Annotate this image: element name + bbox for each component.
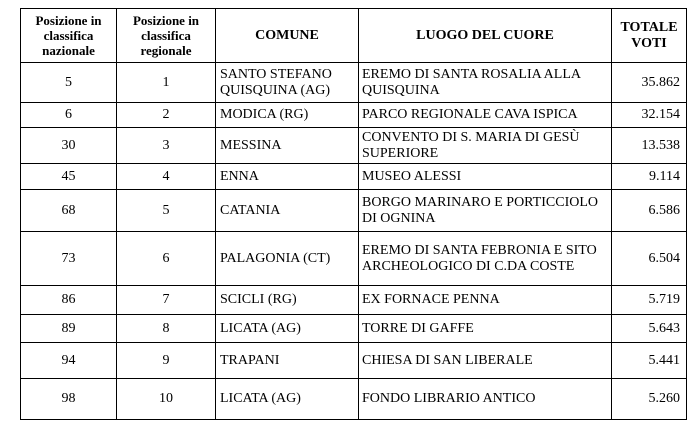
- cell-luogo: MUSEO ALESSI: [359, 164, 612, 190]
- table-row: [21, 164, 687, 190]
- cell-pos-nazionale: 5: [21, 63, 117, 103]
- cell-luogo: FONDO LIBRARIO ANTICO: [359, 379, 612, 420]
- cell-totale-voti: 13.538: [612, 128, 687, 164]
- cell-totale-voti: 35.862: [612, 63, 687, 103]
- cell-pos-regionale: 10: [117, 379, 216, 420]
- table-row: [21, 315, 687, 343]
- cell-luogo: CHIESA DI SAN LIBERALE: [359, 343, 612, 379]
- cell-pos-nazionale: 98: [21, 379, 117, 420]
- cell-pos-regionale: 3: [117, 128, 216, 164]
- table-row: [21, 379, 687, 420]
- cell-pos-nazionale: 89: [21, 315, 117, 343]
- cell-totale-voti: 5.260: [612, 379, 687, 420]
- cell-pos-nazionale: 6: [21, 103, 117, 128]
- cell-comune: MESSINA: [216, 128, 359, 164]
- cell-totale-voti: 5.643: [612, 315, 687, 343]
- cell-pos-nazionale: 68: [21, 190, 117, 232]
- cell-pos-regionale: 2: [117, 103, 216, 128]
- cell-luogo: EREMO DI SANTA FEBRONIA E SITO ARCHEOLOGICO DI C.DA COSTE: [359, 232, 612, 286]
- cell-pos-regionale: 6: [117, 232, 216, 286]
- cell-comune: SANTO STEFANO QUISQUINA (AG): [216, 63, 359, 103]
- header-luogo: LUOGO DEL CUORE: [359, 9, 612, 63]
- cell-pos-nazionale: 94: [21, 343, 117, 379]
- cell-totale-voti: 6.586: [612, 190, 687, 232]
- cell-pos-nazionale: 86: [21, 286, 117, 315]
- cell-luogo: EX FORNACE PENNA: [359, 286, 612, 315]
- table-row: [21, 190, 687, 232]
- cell-totale-voti: 6.504: [612, 232, 687, 286]
- cell-totale-voti: 5.441: [612, 343, 687, 379]
- cell-pos-nazionale: 45: [21, 164, 117, 190]
- header-pos-regionale: Posizione in classifica regionale: [117, 9, 216, 63]
- table-body: [21, 63, 687, 420]
- table-row: [21, 128, 687, 164]
- cell-comune: LICATA (AG): [216, 315, 359, 343]
- table-row: [21, 286, 687, 315]
- ranking-table: [20, 8, 687, 420]
- cell-totale-voti: 32.154: [612, 103, 687, 128]
- cell-comune: MODICA (RG): [216, 103, 359, 128]
- cell-pos-regionale: 5: [117, 190, 216, 232]
- cell-comune: TRAPANI: [216, 343, 359, 379]
- table-row: [21, 232, 687, 286]
- table-row: [21, 63, 687, 103]
- cell-pos-nazionale: 73: [21, 232, 117, 286]
- cell-comune: CATANIA: [216, 190, 359, 232]
- cell-pos-regionale: 8: [117, 315, 216, 343]
- cell-comune: ENNA: [216, 164, 359, 190]
- table-header: [21, 9, 687, 63]
- cell-luogo: CONVENTO DI S. MARIA DI GESÙ SUPERIORE: [359, 128, 612, 164]
- cell-comune: SCICLI (RG): [216, 286, 359, 315]
- cell-pos-regionale: 1: [117, 63, 216, 103]
- cell-totale-voti: 9.114: [612, 164, 687, 190]
- table-row: [21, 343, 687, 379]
- header-row: [21, 9, 687, 63]
- cell-luogo: EREMO DI SANTA ROSALIA ALLA QUISQUINA: [359, 63, 612, 103]
- header-comune: COMUNE: [216, 9, 359, 63]
- header-pos-nazionale: Posizione in classifica nazionale: [21, 9, 117, 63]
- header-totale-voti: TOTALE VOTI: [612, 9, 687, 63]
- cell-totale-voti: 5.719: [612, 286, 687, 315]
- cell-luogo: TORRE DI GAFFE: [359, 315, 612, 343]
- cell-pos-regionale: 7: [117, 286, 216, 315]
- cell-comune: PALAGONIA (CT): [216, 232, 359, 286]
- cell-pos-regionale: 9: [117, 343, 216, 379]
- cell-comune: LICATA (AG): [216, 379, 359, 420]
- cell-pos-nazionale: 30: [21, 128, 117, 164]
- cell-luogo: PARCO REGIONALE CAVA ISPICA: [359, 103, 612, 128]
- cell-luogo: BORGO MARINARO E PORTICCIOLO DI OGNINA: [359, 190, 612, 232]
- table-row: [21, 103, 687, 128]
- cell-pos-regionale: 4: [117, 164, 216, 190]
